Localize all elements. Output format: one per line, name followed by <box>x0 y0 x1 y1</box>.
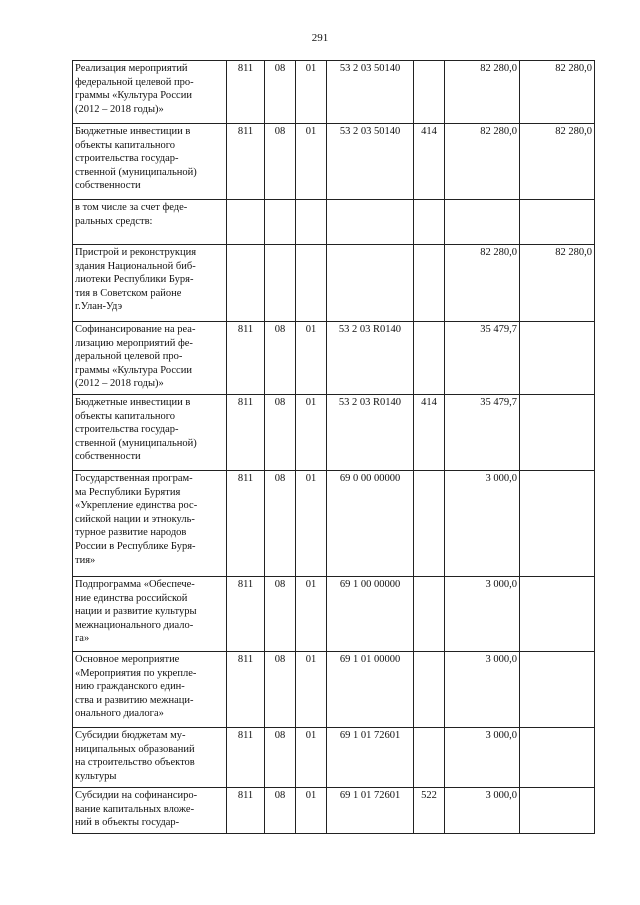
expense-type-cell <box>414 61 445 124</box>
amount-1-cell: 3 000,0 <box>445 577 520 652</box>
row-name-cell: Бюджетные инвестиции в объекты капитального строительства государ- ственной (муниципальной) собственности <box>73 124 227 200</box>
amount-1-cell: 3 000,0 <box>445 471 520 577</box>
table-row <box>73 788 595 834</box>
section-code-cell: 08 <box>265 577 296 652</box>
expense-type-cell <box>414 471 445 577</box>
target-code-cell: 53 2 03 50140 <box>327 61 414 124</box>
row-name-cell: Основное мероприятие «Мероприятия по укрепле- нию гражданского един- ства и развитию межнаци- онального диалога» <box>73 652 227 728</box>
table-row <box>73 200 595 245</box>
section-code-cell: 08 <box>265 471 296 577</box>
ministry-code-cell: 811 <box>227 788 265 834</box>
amount-1-cell: 35 479,7 <box>445 322 520 395</box>
target-code-cell: 69 1 01 72601 <box>327 788 414 834</box>
amount-2-cell <box>520 395 595 471</box>
table-row <box>73 652 595 728</box>
expense-type-cell: 414 <box>414 124 445 200</box>
expense-type-cell <box>414 322 445 395</box>
expense-type-cell: 522 <box>414 788 445 834</box>
row-name-cell: Пристрой и реконструкция здания Национальной биб- лиотеки Республики Буря- тия в Советском районе г.Улан-Удэ <box>73 245 227 322</box>
target-code-cell <box>327 245 414 322</box>
section-code-cell: 08 <box>265 788 296 834</box>
subsection-code-cell: 01 <box>296 788 327 834</box>
amount-2-cell <box>520 200 595 245</box>
row-name-cell: Софинансирование на реа- лизацию мероприятий фе- деральной целевой про- граммы «Культура России (2012 – 2018 годы)» <box>73 322 227 395</box>
budget-table <box>72 60 595 834</box>
section-code-cell: 08 <box>265 395 296 471</box>
ministry-code-cell: 811 <box>227 124 265 200</box>
target-code-cell: 69 1 01 00000 <box>327 652 414 728</box>
amount-2-cell <box>520 728 595 788</box>
expense-type-cell <box>414 652 445 728</box>
amount-2-cell <box>520 322 595 395</box>
section-code-cell <box>265 245 296 322</box>
amount-2-cell <box>520 471 595 577</box>
subsection-code-cell <box>296 245 327 322</box>
amount-2-cell <box>520 577 595 652</box>
subsection-code-cell: 01 <box>296 728 327 788</box>
section-code-cell <box>265 200 296 245</box>
amount-2-cell <box>520 652 595 728</box>
ministry-code-cell: 811 <box>227 471 265 577</box>
amount-2-cell: 82 280,0 <box>520 124 595 200</box>
table-row <box>73 322 595 395</box>
ministry-code-cell: 811 <box>227 395 265 471</box>
amount-1-cell: 3 000,0 <box>445 652 520 728</box>
section-code-cell: 08 <box>265 322 296 395</box>
expense-type-cell: 414 <box>414 395 445 471</box>
row-name-cell: Субсидии бюджетам му- ниципальных образований на строительство объектов культуры <box>73 728 227 788</box>
amount-2-cell: 82 280,0 <box>520 245 595 322</box>
table-row <box>73 245 595 322</box>
amount-2-cell <box>520 788 595 834</box>
target-code-cell: 69 0 00 00000 <box>327 471 414 577</box>
expense-type-cell <box>414 728 445 788</box>
section-code-cell: 08 <box>265 652 296 728</box>
amount-1-cell: 82 280,0 <box>445 61 520 124</box>
subsection-code-cell: 01 <box>296 322 327 395</box>
amount-2-cell: 82 280,0 <box>520 61 595 124</box>
target-code-cell <box>327 200 414 245</box>
target-code-cell: 69 1 00 00000 <box>327 577 414 652</box>
subsection-code-cell: 01 <box>296 124 327 200</box>
subsection-code-cell: 01 <box>296 577 327 652</box>
table-row <box>73 124 595 200</box>
amount-1-cell <box>445 200 520 245</box>
expense-type-cell <box>414 577 445 652</box>
row-name-cell: в том числе за счет феде- ральных средств: <box>73 200 227 245</box>
page-number: 291 <box>311 32 329 44</box>
subsection-code-cell: 01 <box>296 471 327 577</box>
ministry-code-cell: 811 <box>227 652 265 728</box>
subsection-code-cell: 01 <box>296 61 327 124</box>
ministry-code-cell <box>227 245 265 322</box>
ministry-code-cell <box>227 200 265 245</box>
subsection-code-cell <box>296 200 327 245</box>
expense-type-cell <box>414 245 445 322</box>
table-row <box>73 728 595 788</box>
target-code-cell: 53 2 03 R0140 <box>327 395 414 471</box>
target-code-cell: 53 2 03 50140 <box>327 124 414 200</box>
table-row <box>73 577 595 652</box>
table-row <box>73 471 595 577</box>
ministry-code-cell: 811 <box>227 322 265 395</box>
target-code-cell: 69 1 01 72601 <box>327 728 414 788</box>
ministry-code-cell: 811 <box>227 61 265 124</box>
amount-1-cell: 35 479,7 <box>445 395 520 471</box>
section-code-cell: 08 <box>265 61 296 124</box>
row-name-cell: Субсидии на софинансиро- вание капитальных вложе- ний в объекты государ- <box>73 788 227 834</box>
section-code-cell: 08 <box>265 728 296 788</box>
row-name-cell: Подпрограмма «Обеспече- ние единства российской нации и развитие культуры межнационального диало- га» <box>73 577 227 652</box>
amount-1-cell: 3 000,0 <box>445 788 520 834</box>
amount-1-cell: 82 280,0 <box>445 245 520 322</box>
section-code-cell: 08 <box>265 124 296 200</box>
amount-1-cell: 3 000,0 <box>445 728 520 788</box>
subsection-code-cell: 01 <box>296 395 327 471</box>
expense-type-cell <box>414 200 445 245</box>
ministry-code-cell: 811 <box>227 577 265 652</box>
row-name-cell: Государственная програм- ма Республики Бурятия «Укрепление единства рос- сийской нации и этнокуль- турное развитие народов России в Республике Буря- тия» <box>73 471 227 577</box>
row-name-cell: Бюджетные инвестиции в объекты капитального строительства государ- ственной (муниципальной) собственности <box>73 395 227 471</box>
target-code-cell: 53 2 03 R0140 <box>327 322 414 395</box>
subsection-code-cell: 01 <box>296 652 327 728</box>
row-name-cell: Реализация мероприятий федеральной целевой про- граммы «Культура России (2012 – 2018 годы)» <box>73 61 227 124</box>
ministry-code-cell: 811 <box>227 728 265 788</box>
amount-1-cell: 82 280,0 <box>445 124 520 200</box>
table-row <box>73 61 595 124</box>
table-row <box>73 395 595 471</box>
